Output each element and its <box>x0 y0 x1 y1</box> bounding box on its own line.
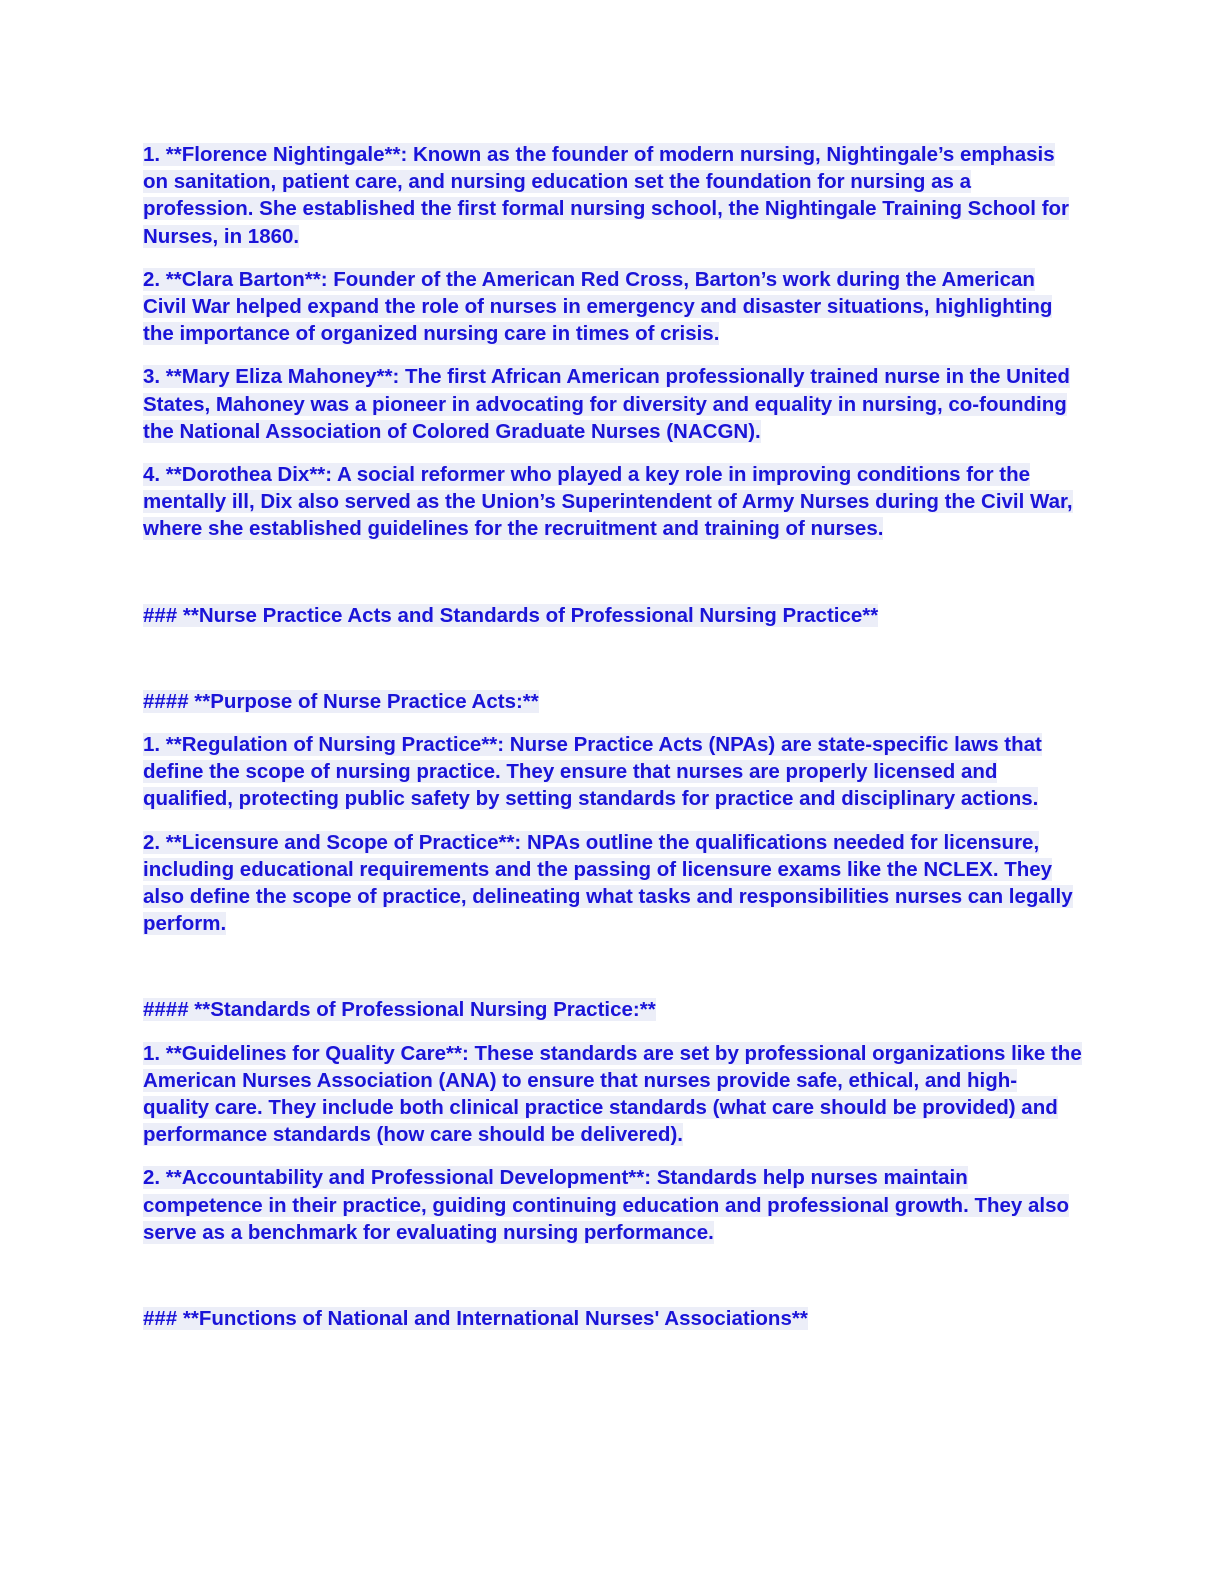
list-item <box>143 1164 1083 1246</box>
list-item <box>143 461 1083 543</box>
section-heading-functions-text: ### **Functions of National and International Nurses' Associations** <box>143 1307 808 1331</box>
purpose-regulation: 1. **Regulation of Nursing Practice**: Nurse Practice Acts (NPAs) are state-specific laws that define the scope of nursing practice. They ensure that nurses are properly licensed and qualified, protecting public safety by setting standards for practice and disciplinary actions. <box>143 733 1042 811</box>
spacer <box>143 1262 1083 1305</box>
list-item <box>143 266 1083 348</box>
pioneer-dix: 4. **Dorothea Dix**: A social reformer who played a key role in improving conditions for the mentally ill, Dix also served as the Union’s Superintendent of Army Nurses during the Civil War, where she established guidelines for the recruitment and training of nurses. <box>143 463 1073 541</box>
list-item <box>143 731 1083 813</box>
pioneer-nightingale: 1. **Florence Nightingale**: Known as the founder of modern nursing, Nightingale’s emphasis on sanitation, patient care, and nursing education set the foundation for nursing as a profession. She established the first formal nursing school, the Nightingale Training School for Nurses, in 1860. <box>143 143 1070 248</box>
section-heading-npa-text: ### **Nurse Practice Acts and Standards of Professional Nursing Practice** <box>143 603 879 627</box>
spacer <box>143 953 1083 996</box>
pioneer-barton: 2. **Clara Barton**: Founder of the American Red Cross, Barton’s work during the American Civil War helped expand the role of nurses in emergency and disaster situations, highlighting the importance of organized nursing care in times of crisis. <box>143 267 1053 346</box>
spacer <box>143 645 1083 688</box>
subsection-heading-standards <box>143 996 1083 1023</box>
standards-accountability: 2. **Accountability and Professional Development**: Standards help nurses maintain competence in their practice, guiding continuing education and professional growth. They also serve as a benchmark for evaluating nursing performance. <box>143 1166 1070 1244</box>
subsection-heading-standards-text: #### **Standards of Professional Nursing Practice:** <box>143 998 656 1022</box>
pioneer-mahoney: 3. **Mary Eliza Mahoney**: The first African American professionally trained nurse in the United States, Mahoney was a pioneer in advocating for diversity and equality in nursing, co-founding the National Association of Colored Graduate Nurses (NACGN). <box>143 365 1070 443</box>
list-item <box>143 1040 1083 1149</box>
document-page <box>143 141 1083 1348</box>
purpose-licensure: 2. **Licensure and Scope of Practice**: NPAs outline the qualifications needed for licensure, including educational requirements and the passing of licensure exams like the NCLEX. They also define the scope of practice, delineating what tasks and responsibilities nurses can legally perform. <box>143 830 1073 936</box>
list-item <box>143 829 1083 938</box>
standards-quality-care: 1. **Guidelines for Quality Care**: These standards are set by professional organizations like the American Nurses Association (ANA) to ensure that nurses provide safe, ethical, and high-quality care. They include both clinical practice standards (what care should be provided) and performance standards (how care should be delivered). <box>143 1041 1082 1147</box>
list-item <box>143 141 1083 250</box>
subsection-heading-purpose <box>143 688 1083 715</box>
subsection-heading-purpose-text: #### **Purpose of Nurse Practice Acts:** <box>143 689 539 713</box>
list-item <box>143 363 1083 445</box>
section-heading-npa <box>143 602 1083 629</box>
spacer <box>143 559 1083 602</box>
section-heading-functions <box>143 1305 1083 1332</box>
